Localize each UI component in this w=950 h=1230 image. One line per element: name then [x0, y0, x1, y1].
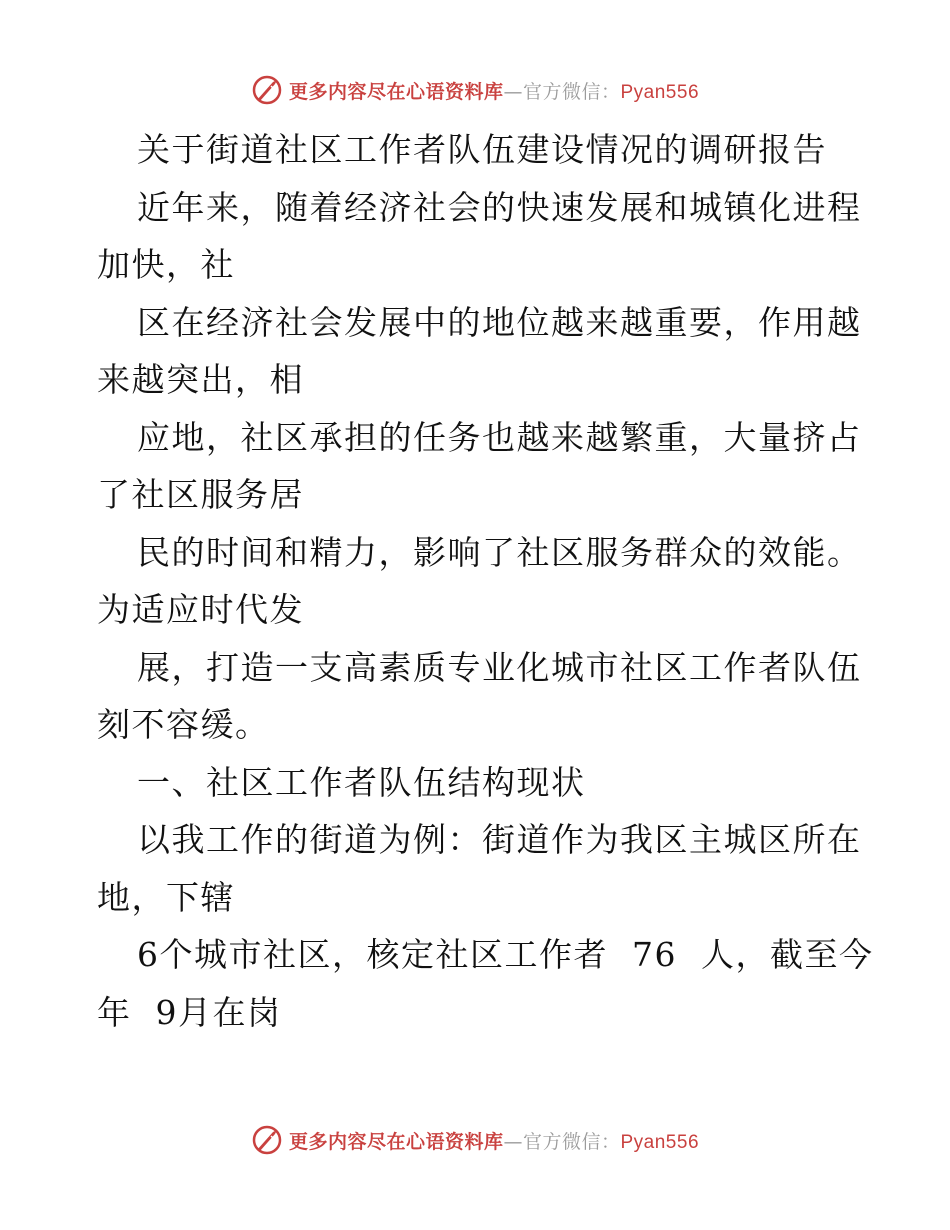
document-body [97, 121, 874, 1041]
footer-watermark-banner [0, 1120, 950, 1160]
text-line: 以我工作的街道为例：街道作为我区主城区所在 [137, 820, 862, 859]
text-line: 应地，社区承担的任务也越来越繁重，大量挤占 [137, 417, 862, 457]
header-watermark-banner [0, 70, 950, 110]
banner-brand-text: 更多内容尽在心语资料库 [288, 1130, 504, 1153]
quill-pen-logo-icon [251, 1124, 283, 1156]
banner-brand-text: 更多内容尽在心语资料库 [288, 80, 504, 103]
text-line: 来越突出，相 [97, 360, 304, 399]
banner-wechat-id: Pyan556 [620, 81, 700, 103]
text-line: 刻不容缓。 [97, 705, 270, 744]
banner-official-text: 官方微信： [522, 1130, 621, 1153]
banner-wechat-id: Pyan556 [620, 1131, 700, 1153]
text-line: 6个城市社区，核定社区工作者 76 人，截至今 [137, 935, 874, 974]
banner-separator: — [503, 1130, 523, 1153]
text-line: 年 9月在岗 [97, 992, 282, 1032]
document-title: 关于街道社区工作者队伍建设情况的调研报告 [137, 130, 827, 169]
text-line: 为适应时代发 [97, 590, 304, 629]
text-line: 区在经济社会发展中的地位越来越重要，作用越 [137, 302, 862, 342]
section-heading: 一、社区工作者队伍结构现状 [137, 762, 586, 802]
text-line: 地，下辖 [97, 877, 235, 917]
text-line: 民的时间和精力，影响了社区服务群众的效能。 [137, 532, 862, 572]
text-line: 了社区服务居 [97, 475, 304, 514]
text-line: 加快，社 [97, 245, 235, 284]
text-line: 近年来，随着经济社会的快速发展和城镇化进程 [137, 187, 862, 227]
text-line: 展，打造一支高素质专业化城市社区工作者队伍 [137, 647, 862, 687]
banner-official-text: 官方微信： [522, 80, 621, 103]
banner-separator: — [503, 80, 523, 103]
quill-pen-logo-icon [251, 74, 283, 106]
